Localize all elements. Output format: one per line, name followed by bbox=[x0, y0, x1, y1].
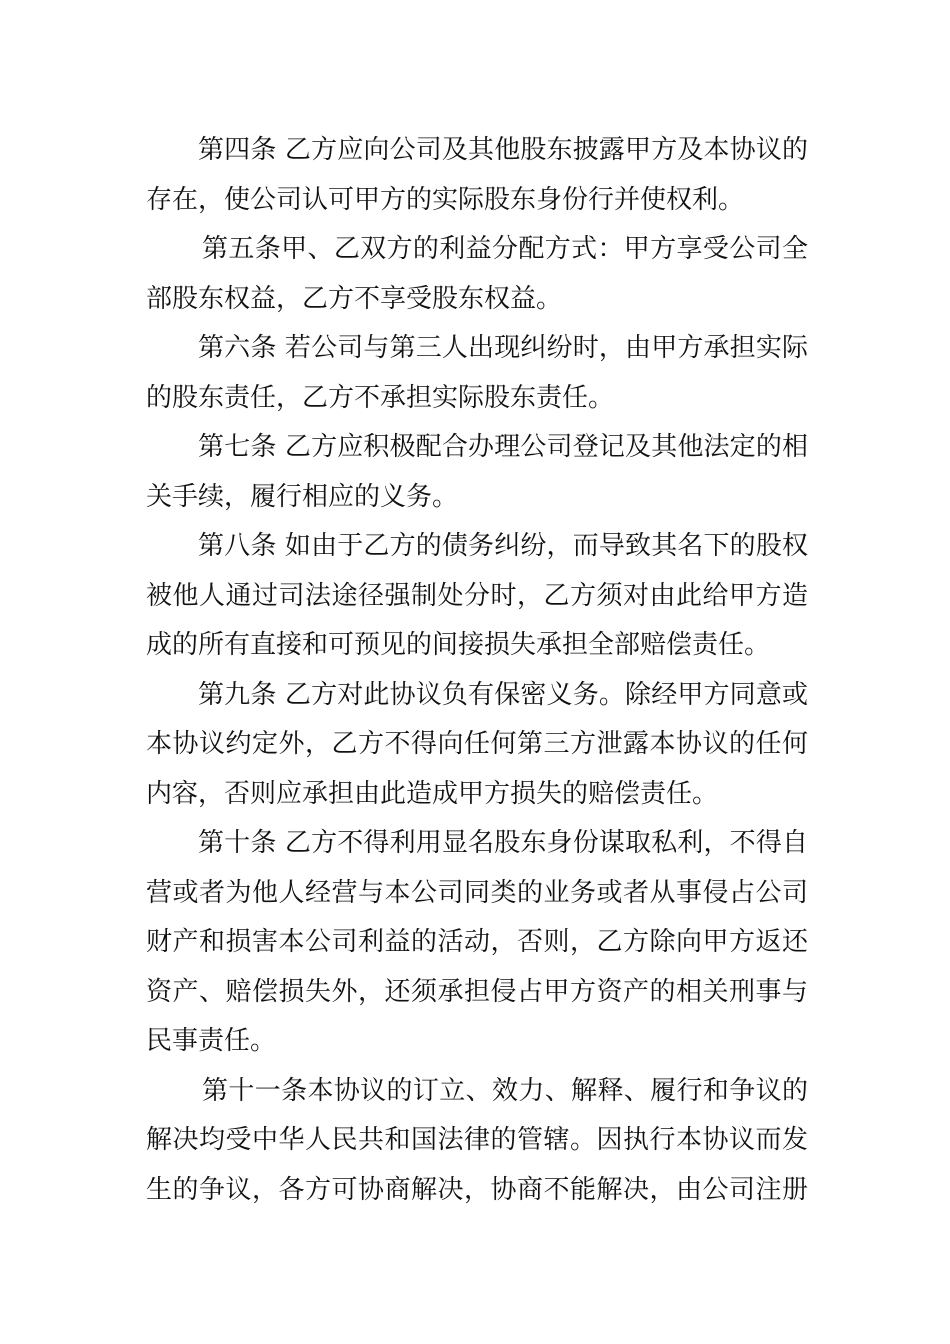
paragraph-line: 第十条 乙方不得利用显名股东身份谋取私利，不得自 bbox=[198, 828, 808, 858]
paragraph-line: 部股东权益，乙方不享受股东权益。 bbox=[146, 283, 563, 314]
paragraph-line: 民事责任。 bbox=[146, 1026, 277, 1056]
paragraph-line: 财产和损害本公司利益的活动，否则，乙方除向甲方返还 bbox=[146, 927, 808, 957]
paragraph-line: 本协议约定外，乙方不得向任何第三方泄露本协议的任何 bbox=[146, 729, 808, 759]
paragraph-line: 被他人通过司法途径强制处分时，乙方须对由此给甲方造 bbox=[146, 580, 808, 611]
paragraph-article-4 bbox=[146, 126, 808, 225]
paragraph-line: 营或者为他人经营与本公司同类的业务或者从事侵占公司 bbox=[146, 877, 808, 908]
paragraph-line: 生的争议，各方可协商解决，协商不能解决，由公司注册 bbox=[146, 1174, 808, 1205]
paragraph-article-9 bbox=[146, 671, 808, 820]
document-body bbox=[146, 126, 808, 1215]
paragraph-article-5 bbox=[146, 225, 808, 324]
paragraph-line: 第六条 若公司与第三人出现纠纷时，由甲方承担实际 bbox=[198, 333, 808, 363]
paragraph-article-8 bbox=[146, 522, 808, 671]
paragraph-line: 第八条 如由于乙方的债务纠纷，而导致其名下的股权 bbox=[198, 531, 808, 561]
paragraph-article-6 bbox=[146, 324, 808, 423]
paragraph-line: 关手续，履行相应的义务。 bbox=[146, 481, 459, 512]
paragraph-line: 第七条 乙方应积极配合办理公司登记及其他法定的相 bbox=[198, 432, 808, 462]
paragraph-line: 的股东责任，乙方不承担实际股东责任。 bbox=[146, 382, 615, 413]
paragraph-line: 成的所有直接和可预见的间接损失承担全部赔偿责任。 bbox=[146, 630, 771, 660]
paragraph-line: 第十一条本协议的订立、效力、解释、履行和争议的 bbox=[202, 1075, 808, 1106]
paragraph-article-11 bbox=[146, 1067, 808, 1216]
paragraph-line: 第五条甲、乙双方的利益分配方式：甲方享受公司全 bbox=[202, 234, 808, 264]
paragraph-line: 资产、赔偿损失外，还须承担侵占甲方资产的相关刑事与 bbox=[146, 976, 808, 1007]
paragraph-line: 第九条 乙方对此协议负有保密义务。除经甲方同意或 bbox=[198, 679, 808, 710]
paragraph-article-10 bbox=[146, 819, 808, 1067]
paragraph-line: 解决均受中华人民共和国法律的管辖。因执行本协议而发 bbox=[146, 1125, 808, 1155]
paragraph-line: 第四条 乙方应向公司及其他股东披露甲方及本协议的 bbox=[198, 135, 808, 165]
paragraph-line: 存在，使公司认可甲方的实际股东身份行并使权利。 bbox=[146, 184, 745, 215]
paragraph-line: 内容，否则应承担由此造成甲方损失的赔偿责任。 bbox=[146, 778, 719, 809]
paragraph-article-7 bbox=[146, 423, 808, 522]
